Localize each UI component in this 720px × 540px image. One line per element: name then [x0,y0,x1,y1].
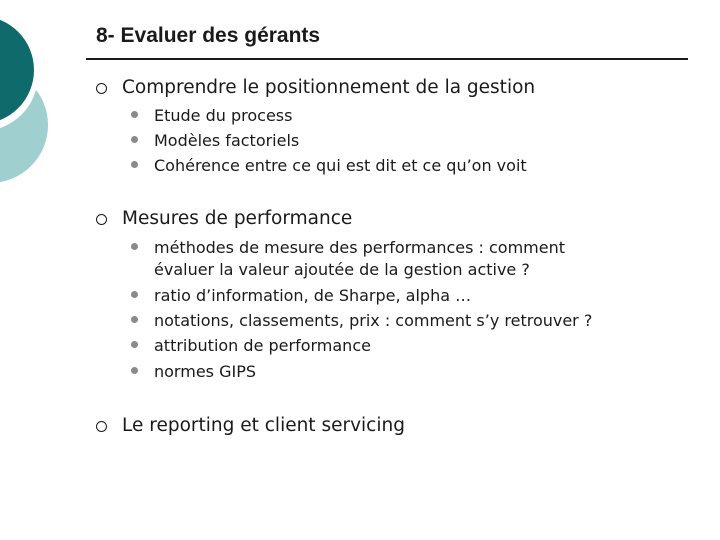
list-item-text: évaluer la valeur ajoutée de la gestion active ? [154,260,530,279]
section-heading-text: Mesures de performance [122,208,353,229]
list-item-text: attribution de performance [154,336,371,355]
list-item-text: ratio d’information, de Sharpe, alpha … [154,286,472,305]
hollow-circle-bullet-icon [96,214,107,225]
bullet-dot-icon [131,136,138,143]
bullet-dot-icon [131,111,138,118]
hollow-circle-bullet-icon [96,83,107,94]
list-item-text: méthodes de mesure des performances : comment [154,238,566,257]
bullet-dot-icon [131,243,138,250]
bullet-dot-icon [131,316,138,323]
list-item-text: Etude du process [154,106,293,125]
bullet-dot-icon [131,341,138,348]
slide-title: 8- Evaluer des gérants [96,24,321,47]
bullet-dot-icon [131,161,138,168]
bullet-dot-icon [131,367,138,374]
section-heading-text: Le reporting et client servicing [122,415,405,436]
list-item-text: Modèles factoriels [154,131,300,150]
list-item-text: Cohérence entre ce qui est dit et ce qu’on voit [154,156,527,175]
list-item-text: normes GIPS [154,362,256,381]
section-heading-text: Comprendre le positionnement de la gestion [122,77,536,98]
hollow-circle-bullet-icon [96,421,107,432]
list-item-text: notations, classements, prix : comment s’y retrouver ? [154,311,593,330]
bullet-dot-icon [131,291,138,298]
